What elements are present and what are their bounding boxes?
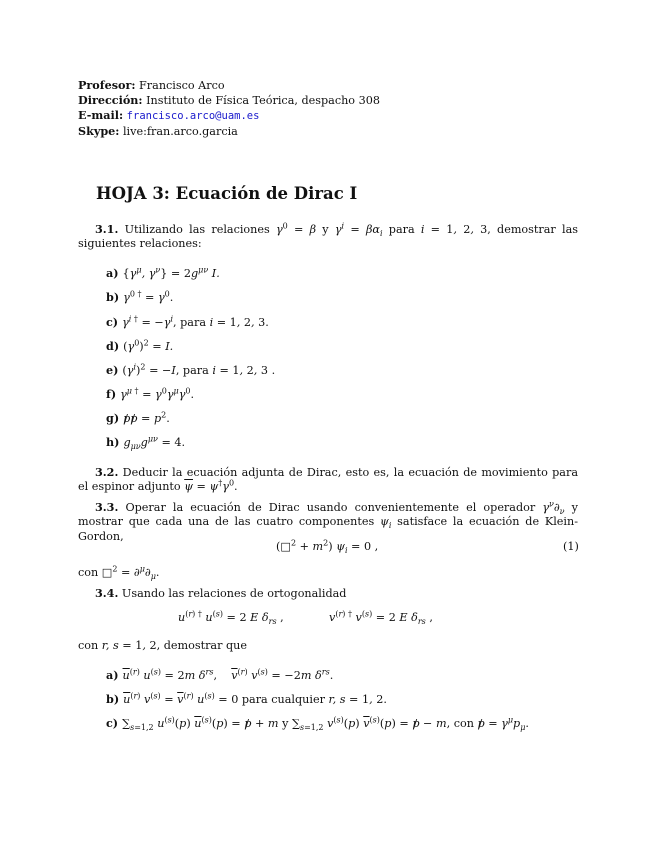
problem-3-1-item-b: b) $\gamma^{0 \dagger} = \gamma^0$. — [106, 289, 174, 304]
problem-3-1-item-g: g) p /p / = $p^2$. — [106, 411, 170, 426]
problem-number: 3.4. — [95, 586, 119, 600]
problem-3-4 — [78, 586, 578, 601]
problem-3-1-item-a: a) {$\gamma^\mu$, $\gamma^\nu\} = 2g^{\mu\nu}$ I. — [106, 265, 220, 280]
sheet-title: HOJA 3: Ecuación de Dirac I — [96, 184, 358, 203]
skype-row — [78, 124, 380, 139]
problem-3-4-item-c: c) $\sum_{s=1,2}$ $u^{(s)}(p) \overline{u}^{(s)}(p) = p$ / + m y $\sum_{s=1,2}$ $v^{(s)}(p) \overline{v}^{(s)}(p) = p$ / − m, con p / = $\gamma^\mu p_\mu$. — [106, 716, 529, 731]
problem-3-1-item-c: c) $\gamma^{i \dagger} = -\gamma^i$, para i = 1, 2, 3. — [106, 314, 269, 329]
problem-3-3: 3.3. Operar la ecuación de Dirac usando convenientemente el operador $\gamma^\nu\partial_\nu$ y mostrar que cada una de las cuatro componentes $\psi_i$ satisface la ecuación de Klein-Gordon, — [78, 499, 578, 543]
problem-number: 3.2. — [95, 465, 119, 479]
orthogonality-u: $u^{(r) \dagger}$ $u^{(s)} = 2$ E $\delta_{rs}$ , — [178, 609, 284, 627]
contact-header — [78, 78, 380, 139]
profesor-value: Francisco Arco — [139, 79, 225, 92]
skype-label: Skype: — [78, 124, 120, 138]
direccion-value: Instituto de Física Teórica, despacho 308 — [146, 94, 380, 107]
problem-3-1: 3.1. Utilizando las relaciones $\gamma^0 = \beta$ y $\gamma^i = \beta\alpha_i$ para i = 1, 2, 3, demostrar las siguientes relaciones: — [78, 221, 578, 251]
problem-3-1-item-d: d) $(\gamma^0)^2 = I$. — [106, 338, 174, 353]
problem-3-1-item-f: f) $\gamma^{\mu \dagger} = \gamma^0\gamma^\mu\gamma^0$. — [106, 386, 195, 401]
skype-value: live:fran.arco.garcia — [122, 125, 238, 138]
problem-number: 3.3. — [95, 500, 119, 514]
direccion-label: Dirección: — [78, 93, 143, 107]
orthogonality-v: $v^{(r) \dagger}$ $v^{(s)} = 2$ E $\delta_{rs}$ , — [329, 609, 433, 627]
problem-3-1-item-h: h) $g_{\mu\nu}g^{\mu\nu} = 4$. — [106, 434, 186, 452]
profesor-row — [78, 78, 380, 93]
email-label: E-mail: — [78, 108, 124, 122]
email-link[interactable]: francisco.arco@uam.es — [126, 110, 260, 122]
klein-gordon-equation: (□$^2$ + $m^2$) $\psi_i = 0$ , — [276, 538, 379, 556]
problem-3-4-text: Usando las relaciones de ortogonalidad — [121, 587, 347, 600]
problem-3-4-item-b: b) $\overline{u}^{(r)}$ $v^{(s)} = \overline{v}^{(r)}$ $u^{(s)} = 0$ para cualquier r, s = 1, 2. — [106, 691, 387, 706]
problem-3-4-after: con r, s = 1, 2, demostrar que — [78, 639, 247, 652]
problem-3-2: 3.2. Deducir la ecuación adjunta de Dirac, esto es, la ecuación de movimiento para el espinor adjunto $\overline{\psi} = \psi^\dagger\gamma^0$. — [78, 465, 578, 494]
email-row — [78, 108, 380, 124]
problem-3-1-item-e: e) $(\gamma^i)^2 = -I$, para i = 1, 2, 3 . — [106, 362, 276, 377]
problem-3-4-item-a: a) $\overline{u}^{(r)}$ $u^{(s)} = 2m$ $\delta^{rs}$, $\overline{v}^{(r)}$ $v^{(s)} = -2m$ $\delta^{rs}$. — [106, 667, 334, 682]
equation-number: (1) — [563, 540, 579, 553]
problem-3-3-after: con □$^2$ = $\partial^\mu\partial_\mu$. — [78, 564, 160, 582]
profesor-label: Profesor: — [78, 78, 136, 92]
problem-number: 3.1. — [95, 222, 119, 236]
direccion-row — [78, 93, 380, 108]
